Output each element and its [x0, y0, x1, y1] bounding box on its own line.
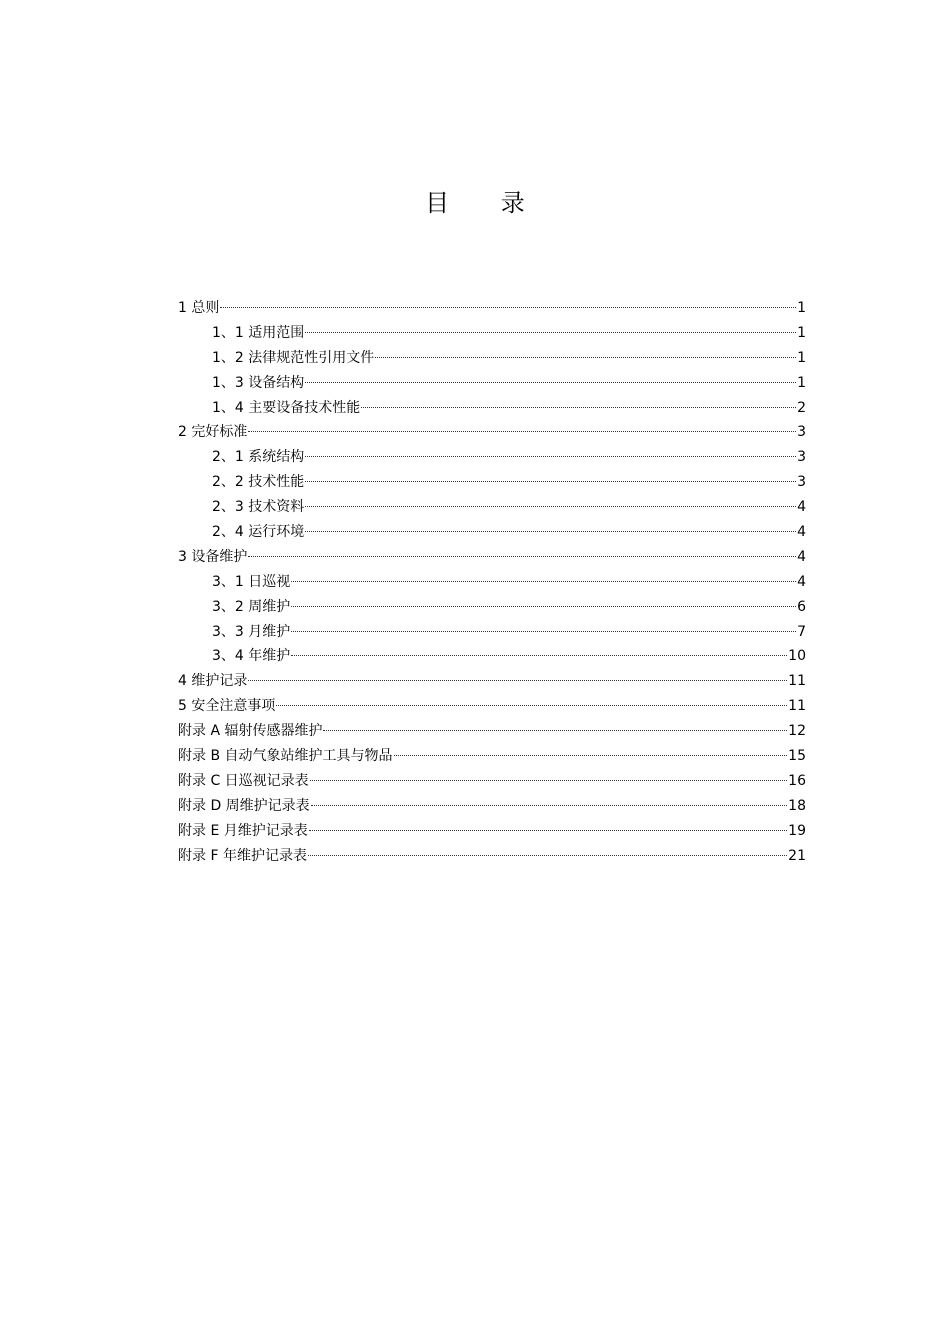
- toc-page-number: 1: [797, 324, 806, 341]
- toc-subentry[interactable]: [178, 495, 806, 520]
- toc-entry-text: 附录 A 辐射传感器维护: [178, 723, 323, 740]
- toc-entry-text: 附录 D 周维护记录表: [178, 797, 310, 814]
- toc-entry-text: 1、4 主要设备技术性能: [212, 399, 361, 416]
- toc-page-number: 11: [788, 673, 806, 690]
- toc-entry-text: 3 设备维护: [178, 548, 248, 565]
- toc-page-number: 16: [788, 772, 806, 789]
- toc-entry-text: 附录 F 年维护记录表: [178, 847, 307, 864]
- toc-page-number: 19: [788, 822, 806, 839]
- toc-page-number: 1: [797, 349, 806, 366]
- toc-subentry[interactable]: [178, 470, 806, 495]
- toc-entry[interactable]: [178, 694, 806, 719]
- toc-page-number: 4: [797, 499, 806, 516]
- toc-page-number: 4: [797, 524, 806, 541]
- toc-entry-text: 附录 B 自动气象站维护工具与物品: [178, 748, 393, 765]
- toc-leader-dots: [305, 506, 796, 507]
- toc-page-number: 3: [797, 474, 806, 491]
- toc-entry-text: 3、3 月维护: [212, 623, 291, 640]
- toc-leader-dots: [305, 481, 796, 482]
- toc-page-number: 1: [797, 300, 806, 316]
- page-title: 目 录: [425, 189, 547, 217]
- toc-page-number: 10: [788, 648, 806, 665]
- toc-leader-dots: [310, 780, 787, 781]
- toc-entry[interactable]: [178, 794, 806, 819]
- toc-entry-text: 附录 C 日巡视记录表: [178, 772, 309, 789]
- toc-entry-text: 1、1 适用范围: [212, 324, 305, 341]
- toc-leader-dots: [248, 556, 796, 557]
- toc-leader-dots: [220, 307, 796, 308]
- toc-subentry[interactable]: [178, 644, 806, 669]
- toc-entry[interactable]: [178, 769, 806, 794]
- toc-leader-dots: [291, 631, 796, 632]
- toc-entry-text: 3、1 日巡视: [212, 573, 291, 590]
- toc-subentry[interactable]: [178, 371, 806, 396]
- toc-leader-dots: [291, 581, 796, 582]
- toc-entry[interactable]: [178, 744, 806, 769]
- toc-entry[interactable]: [178, 844, 806, 869]
- toc-leader-dots: [394, 755, 788, 756]
- toc-entry-text: 附录 E 月维护记录表: [178, 822, 308, 839]
- toc-leader-dots: [291, 655, 787, 656]
- toc-entry-text: 2、4 运行环境: [212, 524, 305, 541]
- toc-leader-dots: [323, 730, 787, 731]
- toc-entry-text: 5 安全注意事项: [178, 698, 276, 715]
- toc-page-number: 18: [788, 797, 806, 814]
- toc-entry[interactable]: [178, 669, 806, 694]
- toc-leader-dots: [276, 705, 787, 706]
- toc-page-number: 3: [797, 449, 806, 466]
- toc-entry-text: 1、3 设备结构: [212, 374, 305, 391]
- toc-entry[interactable]: [178, 819, 806, 844]
- toc-page-number: 7: [797, 623, 806, 640]
- toc-leader-dots: [375, 357, 796, 358]
- toc-entry-text: 2 完好标准: [178, 424, 248, 441]
- toc-entry-text: 1 总则: [178, 300, 220, 316]
- toc-entry-text: 3、2 周维护: [212, 598, 291, 615]
- toc-page-number: 3: [797, 424, 806, 441]
- toc-leader-dots: [291, 606, 796, 607]
- toc-subentry[interactable]: [178, 445, 806, 470]
- toc-subentry[interactable]: [178, 570, 806, 595]
- toc-page-number: 2: [797, 399, 806, 416]
- toc-entry-text: 4 维护记录: [178, 673, 248, 690]
- toc-entry-text: 2、1 系统结构: [212, 449, 305, 466]
- toc-subentry[interactable]: [178, 321, 806, 346]
- toc-leader-dots: [309, 830, 787, 831]
- toc-entry[interactable]: [178, 420, 806, 445]
- toc-leader-dots: [305, 531, 796, 532]
- toc-page-number: 6: [797, 598, 806, 615]
- toc-subentry[interactable]: [178, 346, 806, 371]
- toc-leader-dots: [305, 456, 796, 457]
- toc-subentry[interactable]: [178, 620, 806, 645]
- toc-subentry[interactable]: [178, 396, 806, 421]
- toc-leader-dots: [248, 431, 796, 432]
- toc-entry-text: 1、2 法律规范性引用文件: [212, 349, 375, 366]
- toc-entry-text: 3、4 年维护: [212, 648, 291, 665]
- toc-entry[interactable]: [178, 719, 806, 744]
- toc-leader-dots: [311, 805, 787, 806]
- table-of-contents: [178, 296, 806, 868]
- toc-subentry[interactable]: [178, 595, 806, 620]
- toc-leader-dots: [305, 382, 796, 383]
- toc-entry[interactable]: [178, 545, 806, 570]
- toc-subentry[interactable]: [178, 520, 806, 545]
- toc-leader-dots: [361, 407, 796, 408]
- toc-page-number: 4: [797, 573, 806, 590]
- toc-page-number: 4: [797, 548, 806, 565]
- toc-page-number: 11: [788, 698, 806, 715]
- toc-leader-dots: [248, 680, 787, 681]
- toc-entry-text: 2、3 技术资料: [212, 499, 305, 516]
- toc-page-number: 1: [797, 374, 806, 391]
- toc-leader-dots: [308, 855, 787, 856]
- toc-page-number: 21: [788, 847, 806, 864]
- toc-page-number: 12: [788, 723, 806, 740]
- toc-leader-dots: [305, 332, 796, 333]
- toc-entry[interactable]: [178, 296, 806, 321]
- toc-page-number: 15: [788, 748, 806, 765]
- toc-entry-text: 2、2 技术性能: [212, 474, 305, 491]
